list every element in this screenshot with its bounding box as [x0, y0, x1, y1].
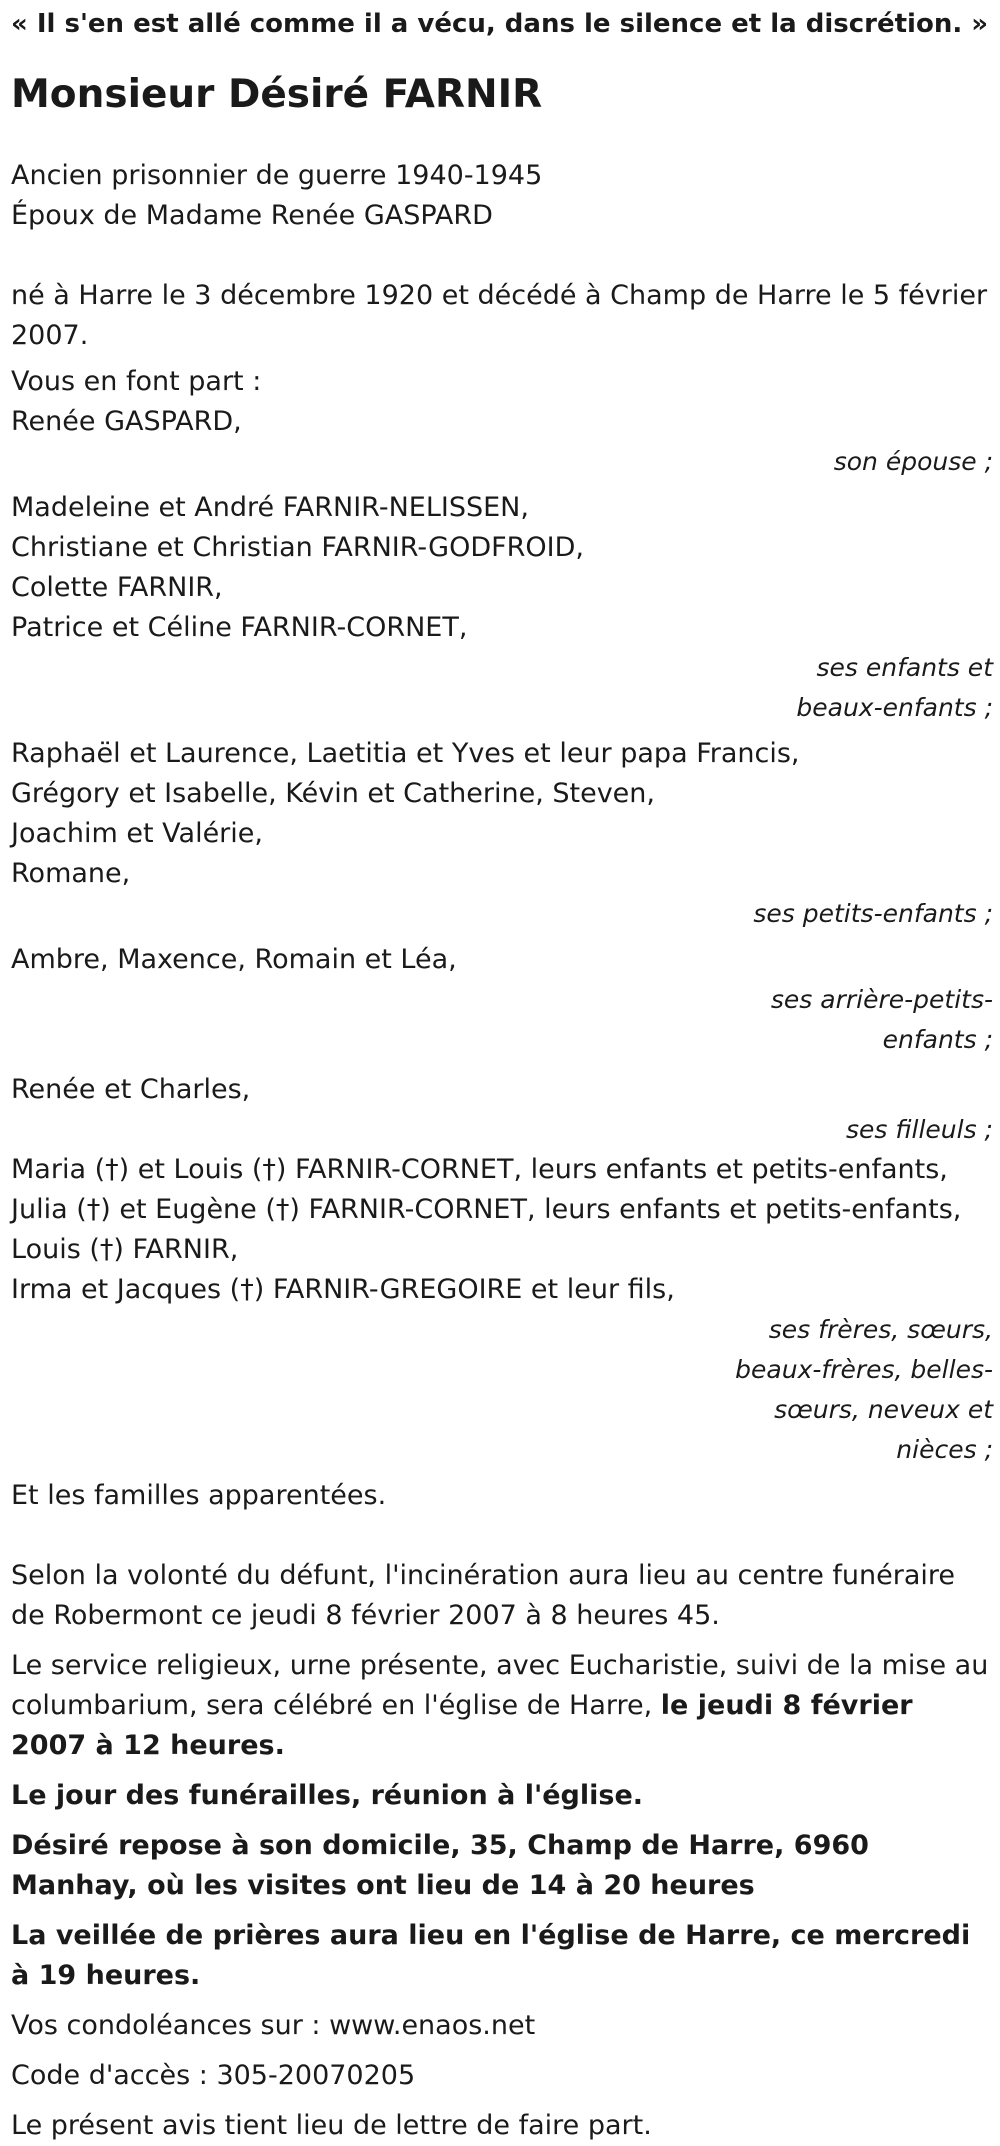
family-group-siblings	[11, 1150, 993, 1470]
birth-death-line: né à Harre le 3 décembre 1920 et décédé à Champ de Harre le 5 février 2007.	[11, 280, 988, 351]
family-role: ses petits-enfants ;	[753, 899, 993, 928]
service-text: Le service religieux, urne présente, avec Eucharistie, suivi de la mise au columbarium, sera célébré en l'église de Harre,	[11, 1650, 989, 1721]
family-name-line: Julia (†) et Eugène (†) FARNIR-CORNET, leurs enfants et petits-enfants,	[11, 1194, 962, 1225]
family-name-line: Maria (†) et Louis (†) FARNIR-CORNET, leurs enfants et petits-enfants,	[11, 1154, 948, 1185]
intro-block	[11, 156, 993, 236]
family-name-line: Renée et Charles,	[11, 1074, 251, 1105]
family-role: son épouse ;	[833, 447, 993, 476]
resting-place-paragraph: Désiré repose à son domicile, 35, Champ de Harre, 6960 Manhay, où les visites ont lieu de 14 à 20 heures	[11, 1830, 869, 1901]
family-role: ses filleuls ;	[846, 1115, 993, 1144]
vigil-paragraph: La veillée de prières aura lieu en l'église de Harre, ce mercredi à 19 heures.	[11, 1920, 971, 1991]
family-name-line: Grégory et Isabelle, Kévin et Catherine, Steven,	[11, 778, 655, 809]
family-name-line: Christiane et Christian FARNIR-GODFROID,	[11, 532, 584, 563]
family-name-line: Raphaël et Laurence, Laetitia et Yves et leur papa Francis,	[11, 738, 800, 769]
intro-title-line: Ancien prisonnier de guerre 1940-1945	[11, 160, 543, 191]
service-date: le jeudi 8 février 2007 à 12 heures.	[11, 1690, 913, 1761]
notice-line: Le présent avis tient lieu de lettre de faire part.	[11, 2110, 652, 2141]
family-name-line: Patrice et Céline FARNIR-CORNET,	[11, 612, 468, 643]
family-name-line: Louis (†) FARNIR,	[11, 1234, 239, 1265]
family-name-line: Renée GASPARD,	[11, 406, 242, 437]
family-group-godchildren	[11, 1070, 993, 1150]
service-paragraph	[11, 1646, 993, 1766]
family-name-line: Joachim et Valérie,	[11, 818, 263, 849]
family-group-spouse	[11, 402, 993, 482]
family-name-line: Ambre, Maxence, Romain et Léa,	[11, 944, 457, 975]
deceased-name: Monsieur Désiré FARNIR	[11, 72, 543, 117]
condolences-line: Vos condoléances sur : www.enaos.net	[11, 2010, 536, 2041]
family-role: ses arrière-petits-enfants ;	[770, 985, 993, 1054]
obituary-notice	[11, 0, 993, 2146]
intro-spouse-line: Époux de Madame Renée GASPARD	[11, 200, 493, 231]
family-group-children	[11, 488, 993, 728]
family-name-line: Irma et Jacques (†) FARNIR-GREGOIRE et leur fils,	[11, 1274, 675, 1305]
family-name-line: Colette FARNIR,	[11, 572, 223, 603]
funeral-meeting-line: Le jour des funérailles, réunion à l'église.	[11, 1780, 644, 1811]
family-heading: Vous en font part :	[11, 366, 262, 397]
family-group-grandchildren	[11, 734, 993, 934]
related-families-line: Et les familles apparentées.	[11, 1480, 387, 1511]
family-role: ses enfants et beaux-enfants ;	[796, 653, 993, 722]
access-code-line: Code d'accès : 305-20070205	[11, 2060, 416, 2091]
family-role: ses frères, sœurs, beaux-frères, belles-sœurs, neveux et nièces ;	[735, 1315, 993, 1464]
cremation-paragraph: Selon la volonté du défunt, l'incinération aura lieu au centre funéraire de Robermont ce jeudi 8 février 2007 à 8 heures 45.	[11, 1560, 956, 1631]
epitaph-quote: « Il s'en est allé comme il a vécu, dans le silence et la discrétion. »	[11, 9, 989, 39]
family-group-great-grandchildren	[11, 940, 993, 1060]
family-name-line: Romane,	[11, 858, 131, 889]
family-name-line: Madeleine et André FARNIR-NELISSEN,	[11, 492, 529, 523]
